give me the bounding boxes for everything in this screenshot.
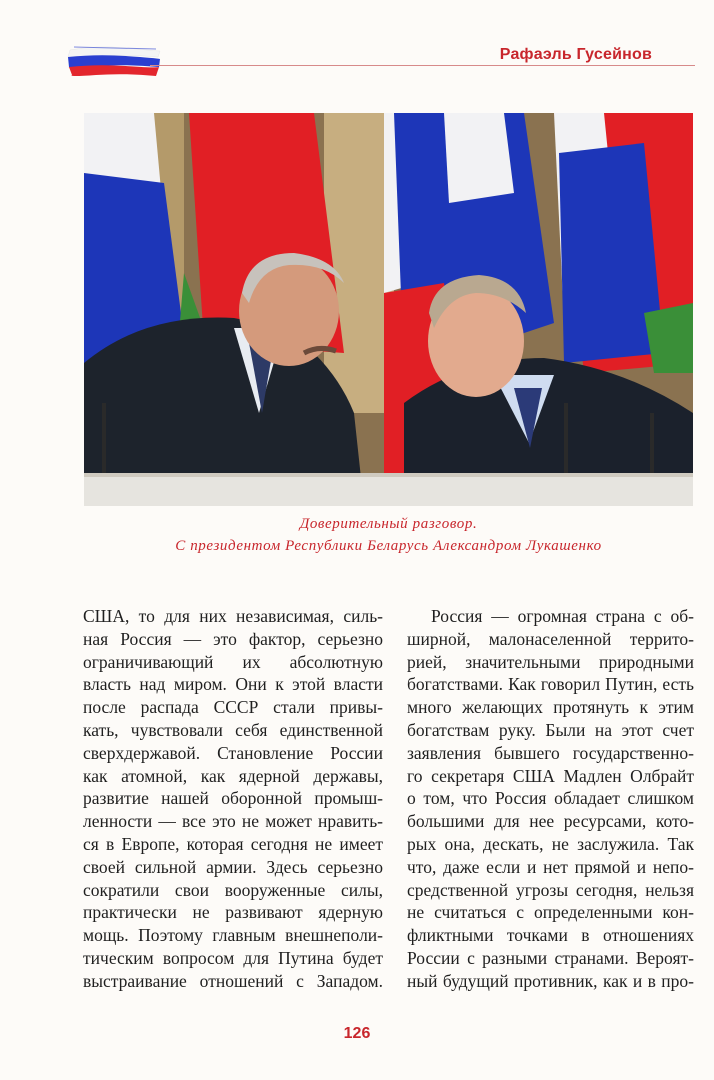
text-line: что, даже если и нет прямой и непо-	[407, 856, 694, 877]
text-line: богатствам руку. Были на этот счет	[407, 719, 694, 740]
text-line: рых она, дескать, не заслужила. Так	[407, 833, 694, 854]
text-line: го секретаря США Мадлен Олбрайт	[407, 765, 694, 786]
text-line: развитие нашей оборонной промыш-	[83, 788, 383, 809]
photo-two-men-flags	[84, 113, 693, 506]
text-line: практически не развивают ядерную	[83, 902, 383, 923]
russian-flag-brushstroke-icon	[66, 42, 162, 82]
caption-line-2: С президентом Республики Беларусь Александром Лукашенко	[175, 538, 602, 554]
text-line: власть над миром. Они к этой власти	[83, 674, 383, 695]
text-line: ная Россия — это фактор, серьезно	[83, 628, 383, 649]
page-number: 126	[343, 1025, 371, 1042]
text-line: выстраивание отношений с Западом.	[83, 970, 383, 991]
right-text-column	[407, 605, 694, 993]
text-line: ный будущий противник, как и в про-	[407, 970, 694, 991]
text-line: после распада СССР стали привы-	[83, 697, 383, 718]
header-rule	[150, 65, 695, 66]
photo-caption	[84, 513, 693, 557]
text-line: ограничивающий их абсолютную	[83, 651, 383, 672]
text-line: фликтными точками в отношениях	[407, 925, 694, 946]
text-line: Россия — огромная страна с об-	[431, 606, 694, 626]
text-line: богатствами. Как говорил Путин, есть	[407, 674, 694, 695]
text-line: своей сильной армии. Здесь серьезно	[83, 856, 383, 877]
text-line: ширной, малонаселенной террито-	[407, 628, 694, 649]
text-line: США, то для них независимая, силь-	[83, 606, 383, 626]
text-line: ленности — все это не может нравить-	[83, 811, 383, 832]
text-line: о том, что Россия обладает слишком	[407, 788, 694, 809]
text-line: сверхдержавой. Становление России	[83, 742, 383, 763]
text-line: рией, значительными природными	[407, 651, 694, 672]
text-line: заявления бывшего государственно-	[407, 742, 694, 763]
text-line: тическим вопросом для Путина будет	[83, 947, 383, 968]
text-line: кать, чувствовали себя единственной	[83, 719, 383, 740]
text-line: много желающих протянуть к этим	[407, 697, 694, 718]
text-line: России с разными странами. Вероят-	[407, 947, 694, 968]
text-line: мощь. Поэтому главным внешнеполи-	[83, 925, 383, 946]
left-text-column	[83, 605, 383, 993]
running-head-author: Рафаэль Гусейнов	[499, 46, 652, 63]
text-line: сократили свои вооруженные силы,	[83, 879, 383, 900]
text-line: большими для нее ресурсами, кото-	[407, 811, 694, 832]
text-line: не считаться с определенными кон-	[407, 902, 694, 923]
text-line: как атомной, как ядерной державы,	[83, 765, 383, 786]
text-line: ся в Европе, которая сегодня не имеет	[83, 833, 383, 854]
caption-line-1: Доверительный разговор.	[299, 516, 478, 532]
text-line: средственной угрозы сегодня, нельзя	[407, 879, 694, 900]
